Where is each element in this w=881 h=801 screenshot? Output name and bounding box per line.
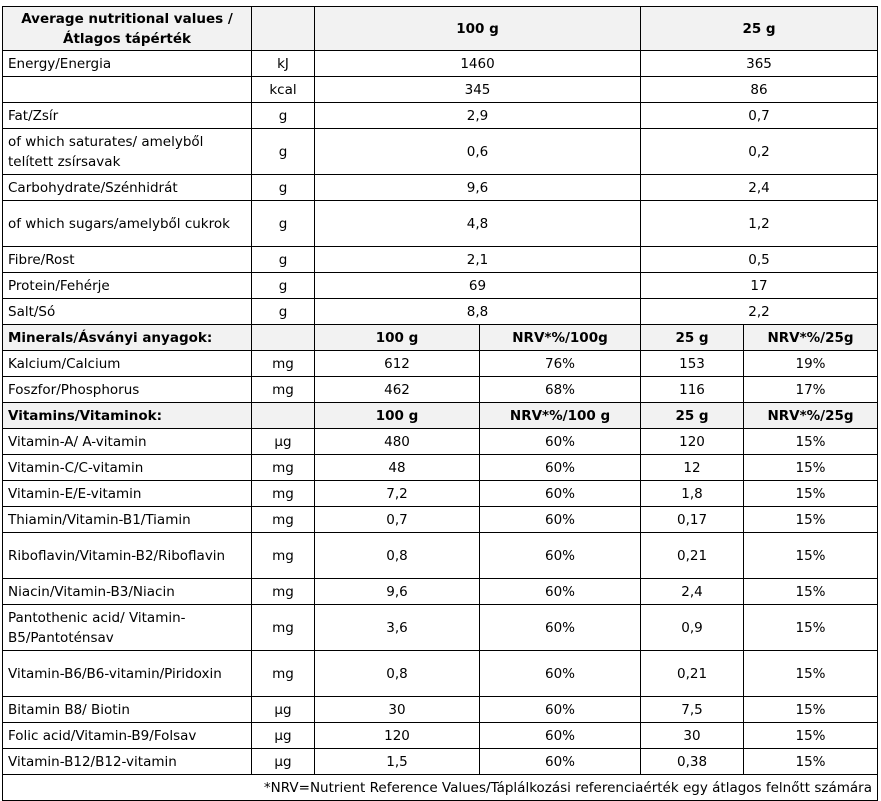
vitamin-row-value-100g: 480: [315, 429, 480, 455]
vitamin-row-nrv-25g: 15%: [744, 651, 878, 697]
vitamin-row: [3, 651, 878, 697]
vitamin-row-nrv-25g: 15%: [744, 455, 878, 481]
vitamin-row: [3, 481, 878, 507]
vitamin-row: [3, 697, 878, 723]
vitamin-row-value-100g: 0,8: [315, 533, 480, 579]
vitamin-row-nrv-100g: 60%: [480, 455, 641, 481]
nutrient-value-25g: 0,7: [641, 103, 878, 129]
nutrient-row: [3, 175, 878, 201]
vitamin-row-unit: mg: [252, 481, 315, 507]
nutrient-label: Fibre/Rost: [3, 247, 252, 273]
header-col-25g: 25 g: [641, 7, 878, 51]
vitamin-row-label: Thiamin/Vitamin-B1/Tiamin: [3, 507, 252, 533]
nutrient-value-25g: 86: [641, 77, 878, 103]
vitamins-header-row-100g: 100 g: [315, 403, 480, 429]
nutrient-value-100g: 345: [315, 77, 641, 103]
vitamin-row-unit: mg: [252, 533, 315, 579]
header-title-line2: Átlagos tápérték: [63, 30, 191, 47]
vitamin-row-nrv-100g: 60%: [480, 579, 641, 605]
nutrient-row: [3, 299, 878, 325]
vitamin-row-nrv-100g: 60%: [480, 651, 641, 697]
nutrient-unit: g: [252, 273, 315, 299]
nutrient-value-100g: 2,9: [315, 103, 641, 129]
nutrition-table: [2, 6, 878, 801]
vitamin-row-value-25g: 0,17: [641, 507, 744, 533]
minerals-header-row-unit-cell: [252, 325, 315, 351]
minerals-header-row-100g: 100 g: [315, 325, 480, 351]
header-col-100g: 100 g: [315, 7, 641, 51]
nutrient-label: of which saturates/ amelyből telített zsírsavak: [3, 129, 252, 175]
vitamin-row: [3, 749, 878, 775]
vitamin-row-value-25g: 0,9: [641, 605, 744, 651]
minerals-header-row-nrv-25g: NRV*%/25g: [744, 325, 878, 351]
vitamin-row-value-25g: 2,4: [641, 579, 744, 605]
nutrient-label: Protein/Fehérje: [3, 273, 252, 299]
mineral-row-value-100g: 462: [315, 377, 480, 403]
mineral-row-nrv-100g: 76%: [480, 351, 641, 377]
vitamin-row-nrv-25g: 15%: [744, 429, 878, 455]
vitamin-row-nrv-25g: 15%: [744, 605, 878, 651]
nutrient-value-100g: 4,8: [315, 201, 641, 247]
vitamin-row-value-25g: 7,5: [641, 697, 744, 723]
vitamin-row-value-100g: 7,2: [315, 481, 480, 507]
nutrient-value-25g: 0,5: [641, 247, 878, 273]
mineral-row-unit: mg: [252, 377, 315, 403]
nutrient-value-25g: 2,2: [641, 299, 878, 325]
vitamin-row-label: Pantothenic acid/ Vitamin-B5/Pantoténsav: [3, 605, 252, 651]
vitamin-row-label: Vitamin-C/C-vitamin: [3, 455, 252, 481]
vitamin-row-value-100g: 120: [315, 723, 480, 749]
vitamin-row-nrv-25g: 15%: [744, 579, 878, 605]
table-header-row: [3, 7, 878, 51]
vitamin-row-label: Vitamin-E/E-vitamin: [3, 481, 252, 507]
nutrient-unit: kcal: [252, 77, 315, 103]
nutrient-unit: g: [252, 103, 315, 129]
vitamin-row-value-100g: 1,5: [315, 749, 480, 775]
vitamin-row-unit: mg: [252, 579, 315, 605]
vitamin-row-unit: μg: [252, 429, 315, 455]
footnote-row: [3, 775, 878, 801]
nutrient-value-100g: 8,8: [315, 299, 641, 325]
vitamin-row-value-100g: 30: [315, 697, 480, 723]
nutrient-row: [3, 77, 878, 103]
nutrient-value-25g: 365: [641, 51, 878, 77]
nutrient-value-100g: 0,6: [315, 129, 641, 175]
header-title-line1: Average nutritional values /: [21, 10, 233, 27]
vitamin-row: [3, 429, 878, 455]
nutrient-value-100g: 2,1: [315, 247, 641, 273]
vitamin-row-nrv-25g: 15%: [744, 507, 878, 533]
nutrient-label: Fat/Zsír: [3, 103, 252, 129]
nutrient-unit: kJ: [252, 51, 315, 77]
vitamin-row: [3, 579, 878, 605]
nutrient-label: [3, 77, 252, 103]
header-title: [3, 7, 252, 51]
mineral-row: [3, 377, 878, 403]
vitamin-row-value-25g: 120: [641, 429, 744, 455]
mineral-row-nrv-25g: 17%: [744, 377, 878, 403]
mineral-row-unit: mg: [252, 351, 315, 377]
mineral-row-value-100g: 612: [315, 351, 480, 377]
nutrient-row: [3, 247, 878, 273]
vitamin-row-nrv-100g: 60%: [480, 481, 641, 507]
vitamin-row-label: Folic acid/Vitamin-B9/Folsav: [3, 723, 252, 749]
minerals-header-row: [3, 325, 878, 351]
nutrient-label: of which sugars/amelyből cukrok: [3, 201, 252, 247]
vitamin-row-value-25g: 0,38: [641, 749, 744, 775]
vitamin-row-value-25g: 12: [641, 455, 744, 481]
vitamin-row-nrv-100g: 60%: [480, 697, 641, 723]
vitamin-row-nrv-100g: 60%: [480, 507, 641, 533]
vitamin-row-nrv-25g: 15%: [744, 481, 878, 507]
nutrient-label: Salt/Só: [3, 299, 252, 325]
nutrient-value-25g: 1,2: [641, 201, 878, 247]
minerals-header-row-nrv-100g: NRV*%/100g: [480, 325, 641, 351]
nutrient-unit: g: [252, 201, 315, 247]
vitamin-row-unit: mg: [252, 507, 315, 533]
vitamin-row-label: Niacin/Vitamin-B3/Niacin: [3, 579, 252, 605]
vitamin-row-value-25g: 0,21: [641, 651, 744, 697]
nutrient-value-25g: 0,2: [641, 129, 878, 175]
nutrient-unit: g: [252, 299, 315, 325]
vitamin-row-nrv-25g: 15%: [744, 533, 878, 579]
vitamin-row-nrv-100g: 60%: [480, 429, 641, 455]
nutrient-row: [3, 201, 878, 247]
vitamin-row-nrv-100g: 60%: [480, 533, 641, 579]
nutrient-row: [3, 129, 878, 175]
header-unit-cell: [252, 7, 315, 51]
vitamin-row-nrv-100g: 60%: [480, 723, 641, 749]
vitamin-row-value-25g: 0,21: [641, 533, 744, 579]
vitamins-header-row-unit-cell: [252, 403, 315, 429]
mineral-row: [3, 351, 878, 377]
vitamin-row-unit: mg: [252, 651, 315, 697]
minerals-header-row-label: Minerals/Ásványi anyagok:: [3, 325, 252, 351]
vitamin-row-value-100g: 0,7: [315, 507, 480, 533]
vitamin-row-nrv-25g: 15%: [744, 697, 878, 723]
vitamin-row-value-100g: 0,8: [315, 651, 480, 697]
mineral-row-label: Foszfor/Phosphorus: [3, 377, 252, 403]
nutrient-value-25g: 2,4: [641, 175, 878, 201]
minerals-header-row-25g: 25 g: [641, 325, 744, 351]
vitamin-row-label: Vitamin-A/ A-vitamin: [3, 429, 252, 455]
vitamin-row-nrv-100g: 60%: [480, 605, 641, 651]
mineral-row-label: Kalcium/Calcium: [3, 351, 252, 377]
vitamins-header-row-label: Vitamins/Vitaminok:: [3, 403, 252, 429]
nutrient-value-100g: 69: [315, 273, 641, 299]
nutrient-row: [3, 103, 878, 129]
vitamin-row-label: Vitamin-B12/B12-vitamin: [3, 749, 252, 775]
nutrient-row: [3, 273, 878, 299]
vitamin-row: [3, 723, 878, 749]
vitamin-row-value-100g: 9,6: [315, 579, 480, 605]
vitamin-row: [3, 533, 878, 579]
vitamins-header-row-nrv-25g: NRV*%/25g: [744, 403, 878, 429]
vitamin-row: [3, 605, 878, 651]
vitamin-row-value-100g: 48: [315, 455, 480, 481]
vitamin-row-nrv-25g: 15%: [744, 723, 878, 749]
nutrient-value-100g: 9,6: [315, 175, 641, 201]
mineral-row-nrv-25g: 19%: [744, 351, 878, 377]
vitamin-row-unit: mg: [252, 605, 315, 651]
vitamin-row: [3, 507, 878, 533]
vitamin-row: [3, 455, 878, 481]
vitamins-header-row: [3, 403, 878, 429]
nutrient-unit: g: [252, 175, 315, 201]
nutrient-unit: g: [252, 247, 315, 273]
vitamin-row-unit: mg: [252, 455, 315, 481]
vitamin-row-unit: μg: [252, 749, 315, 775]
nutrient-value-25g: 17: [641, 273, 878, 299]
vitamin-row-label: Vitamin-B6/B6-vitamin/Piridoxin: [3, 651, 252, 697]
mineral-row-value-25g: 116: [641, 377, 744, 403]
nutrient-row: [3, 51, 878, 77]
mineral-row-nrv-100g: 68%: [480, 377, 641, 403]
vitamin-row-label: Riboflavin/Vitamin-B2/Riboflavin: [3, 533, 252, 579]
vitamin-row-label: Bitamin B8/ Biotin: [3, 697, 252, 723]
mineral-row-value-25g: 153: [641, 351, 744, 377]
vitamins-header-row-nrv-100g: NRV*%/100 g: [480, 403, 641, 429]
vitamin-row-value-100g: 3,6: [315, 605, 480, 651]
nutrient-value-100g: 1460: [315, 51, 641, 77]
vitamin-row-value-25g: 1,8: [641, 481, 744, 507]
vitamin-row-value-25g: 30: [641, 723, 744, 749]
vitamins-header-row-25g: 25 g: [641, 403, 744, 429]
vitamin-row-unit: μg: [252, 697, 315, 723]
nutrient-label: Carbohydrate/Szénhidrát: [3, 175, 252, 201]
vitamin-row-nrv-100g: 60%: [480, 749, 641, 775]
footnote: *NRV=Nutrient Reference Values/Táplálkozási referenciaérték egy átlagos felnőtt számára: [3, 775, 878, 801]
nutrient-unit: g: [252, 129, 315, 175]
vitamin-row-unit: μg: [252, 723, 315, 749]
vitamin-row-nrv-25g: 15%: [744, 749, 878, 775]
nutrient-label: Energy/Energia: [3, 51, 252, 77]
